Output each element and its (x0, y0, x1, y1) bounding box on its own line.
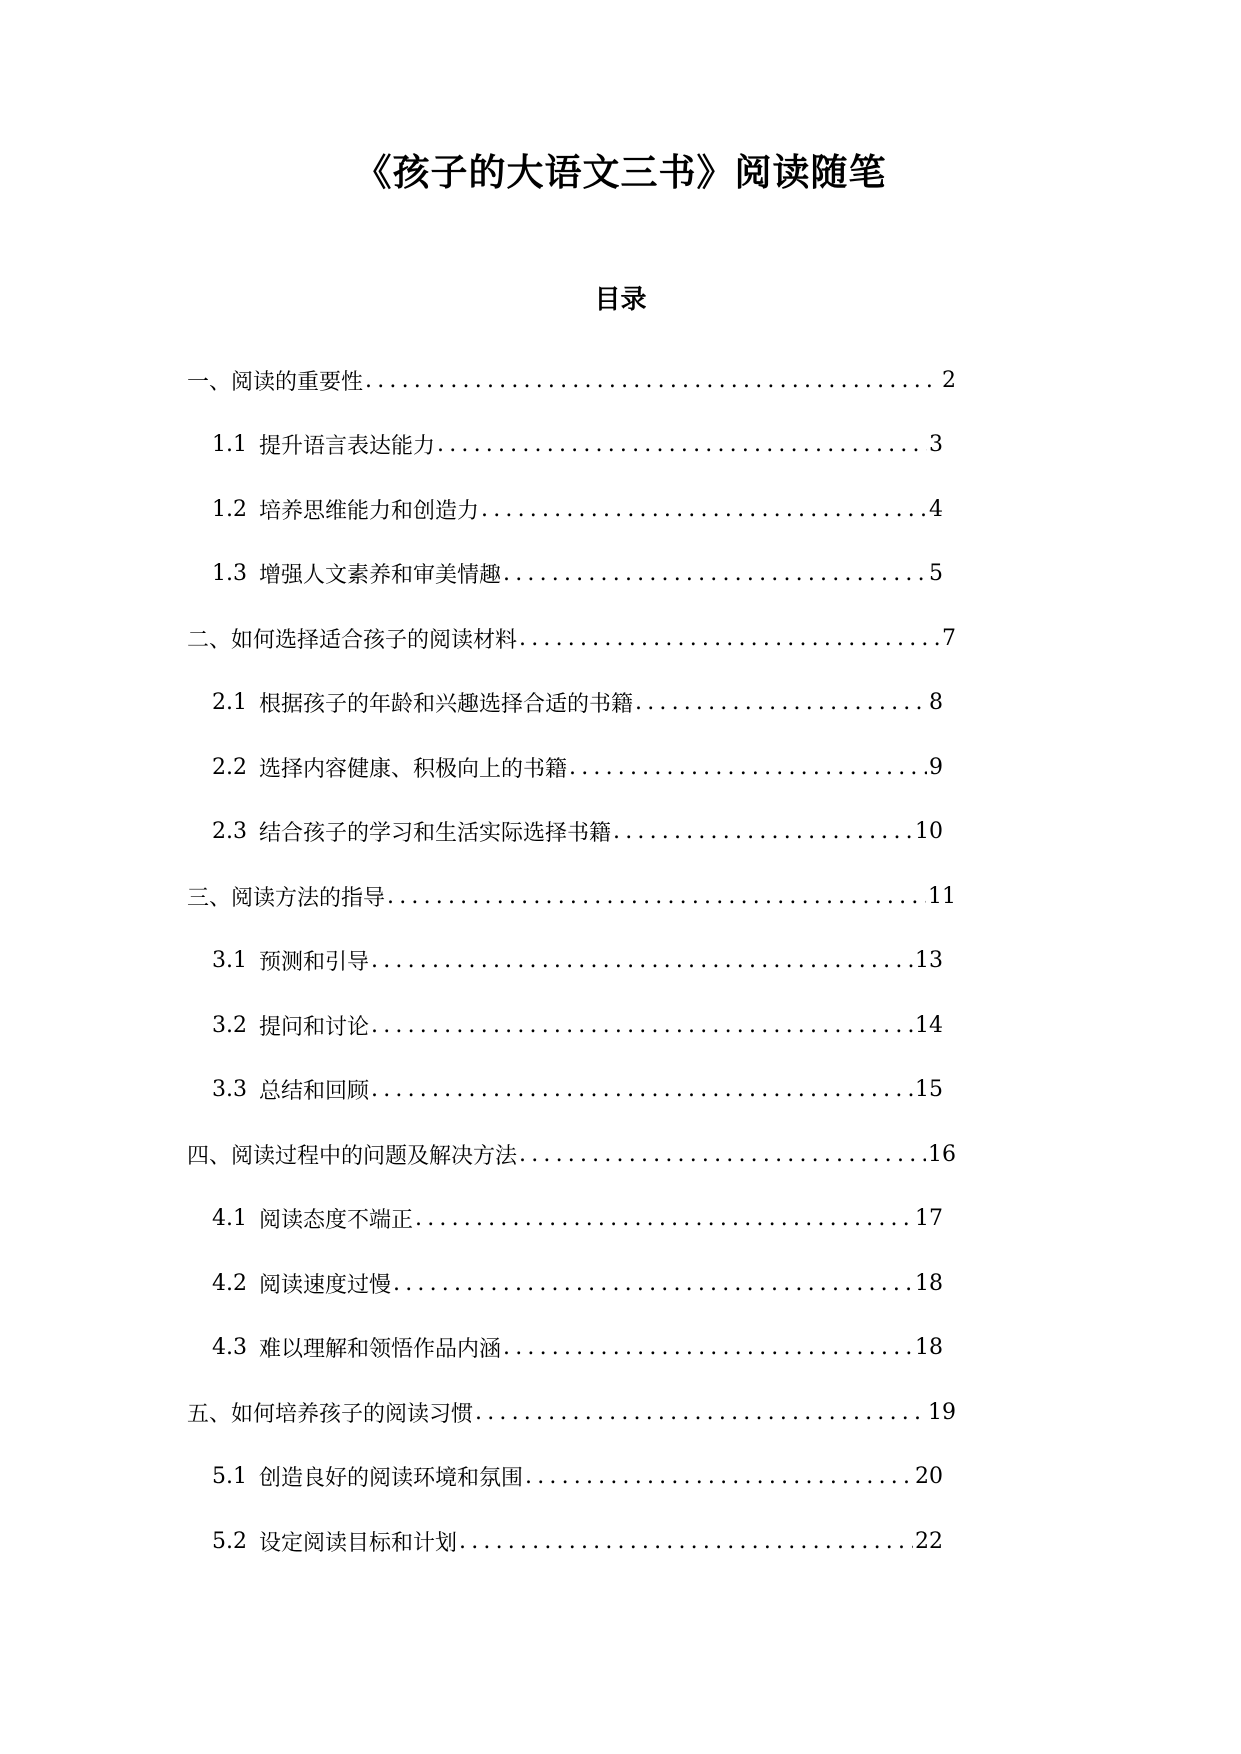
toc-entry-page-number: 3 (929, 432, 943, 457)
toc-dot-leader (517, 1142, 926, 1167)
toc-entry[interactable] (187, 360, 956, 400)
toc-dot-leader (391, 1271, 913, 1296)
toc-entry-title: 难以理解和领悟作品内涵 (259, 1337, 502, 1362)
toc-entry-title: 根据孩子的年龄和兴趣选择合适的书籍 (259, 692, 634, 717)
toc-entry-page-number: 18 (915, 1270, 943, 1296)
toc-dot-leader (517, 626, 940, 651)
toc-entry-number: 5.1 (212, 1464, 247, 1489)
toc-entry[interactable] (212, 1005, 943, 1045)
toc-entry-title: 选择内容健康、积极向上的书籍 (259, 756, 568, 782)
toc-heading: 目录 (594, 285, 647, 315)
toc-entry-title: 结合孩子的学习和生活实际选择书籍 (259, 821, 612, 846)
toc-dot-leader (369, 1077, 913, 1102)
toc-dot-leader (413, 1206, 913, 1231)
toc-entry-number: 4.3 (212, 1335, 247, 1360)
toc-dot-leader (385, 884, 926, 909)
toc-entry[interactable] (187, 618, 956, 658)
toc-entry-title: 五、如何培养孩子的阅读习惯 (187, 1401, 474, 1427)
toc-entry-page-number: 17 (915, 1206, 943, 1231)
toc-dot-leader (363, 368, 940, 393)
toc-entry[interactable] (187, 876, 956, 916)
toc-entry-title: 设定阅读目标和计划 (259, 1530, 458, 1556)
toc-entry-title: 四、阅读过程中的问题及解决方法 (187, 1143, 518, 1169)
toc-entry-title: 增强人文素养和审美情趣 (259, 563, 502, 588)
toc-dot-leader (611, 819, 913, 844)
toc-entry[interactable] (212, 941, 943, 981)
toc-dot-leader (369, 948, 913, 973)
toc-entry-title: 阅读态度不端正 (259, 1208, 414, 1233)
toc-entry-page-number: 4 (929, 496, 943, 522)
toc-entry-number: 4.1 (212, 1206, 247, 1231)
toc-entry-page-number: 14 (915, 1012, 943, 1038)
toc-entry-title: 提升语言表达能力 (259, 434, 436, 459)
toc-entry-number: 1.2 (212, 496, 247, 522)
toc-entry[interactable] (212, 1070, 943, 1110)
toc-entry[interactable] (212, 683, 943, 723)
toc-entry[interactable] (187, 1392, 956, 1432)
toc-dot-leader (523, 1464, 913, 1489)
toc-entry[interactable] (212, 554, 943, 594)
toc-entry[interactable] (212, 812, 943, 852)
toc-dot-leader (435, 432, 927, 457)
toc-entry-page-number: 18 (915, 1335, 943, 1360)
toc-entry-title: 阅读速度过慢 (259, 1272, 392, 1298)
toc-entry-number: 3.3 (212, 1077, 247, 1102)
toc-dot-leader (633, 690, 927, 715)
toc-entry-title: 培养思维能力和创造力 (259, 498, 480, 524)
toc-entry-page-number: 9 (929, 754, 943, 780)
toc-entry-page-number: 15 (915, 1077, 943, 1102)
toc-entry-page-number: 19 (928, 1399, 956, 1425)
toc-dot-leader (457, 1529, 913, 1554)
toc-entry[interactable] (212, 1521, 943, 1561)
toc-entry[interactable] (212, 425, 943, 465)
toc-entry-number: 2.2 (212, 754, 247, 780)
toc-entry-page-number: 11 (928, 883, 956, 909)
toc-entry[interactable] (212, 1263, 943, 1303)
toc-entry-page-number: 7 (942, 625, 956, 651)
document-title: 《孩子的大语文三书》阅读随笔 (354, 151, 887, 194)
toc-entry-number: 1.3 (212, 561, 247, 586)
toc-entry-number: 2.3 (212, 819, 247, 844)
toc-dot-leader (473, 1400, 926, 1425)
toc-entry-page-number: 8 (929, 690, 943, 715)
toc-entry-title: 二、如何选择适合孩子的阅读材料 (187, 627, 518, 653)
toc-entry-page-number: 22 (915, 1528, 943, 1554)
toc-entry-number: 3.1 (212, 948, 247, 973)
toc-entry[interactable] (212, 1328, 943, 1368)
toc-entry[interactable] (212, 1199, 943, 1239)
toc-entry-page-number: 2 (942, 367, 956, 393)
toc-entry-title: 总结和回顾 (259, 1079, 370, 1104)
toc-entry-title: 预测和引导 (259, 950, 370, 975)
toc-dot-leader (501, 561, 927, 586)
toc-entry-number: 5.2 (212, 1528, 247, 1554)
toc-dot-leader (369, 1013, 913, 1038)
toc-entry-number: 3.2 (212, 1012, 247, 1038)
toc-entry[interactable] (212, 489, 943, 529)
toc-entry-number: 4.2 (212, 1270, 247, 1296)
toc-entry-page-number: 16 (928, 1141, 956, 1167)
toc-entry-title: 提问和讨论 (259, 1014, 370, 1040)
toc-entry-page-number: 5 (929, 561, 943, 586)
toc-entry-title: 三、阅读方法的指导 (187, 885, 386, 911)
toc-dot-leader (501, 1335, 913, 1360)
toc-entry[interactable] (187, 1134, 956, 1174)
toc-dot-leader (479, 497, 927, 522)
toc-entry-page-number: 13 (915, 948, 943, 973)
toc-entry-title: 一、阅读的重要性 (187, 369, 364, 395)
toc-entry-page-number: 10 (915, 819, 943, 844)
toc-entry[interactable] (212, 1457, 943, 1497)
toc-entry-number: 2.1 (212, 690, 247, 715)
toc-entry-page-number: 20 (915, 1464, 943, 1489)
toc-entry[interactable] (212, 747, 943, 787)
toc-dot-leader (567, 755, 927, 780)
toc-entry-title: 创造良好的阅读环境和氛围 (259, 1466, 524, 1491)
toc-entry-number: 1.1 (212, 432, 247, 457)
